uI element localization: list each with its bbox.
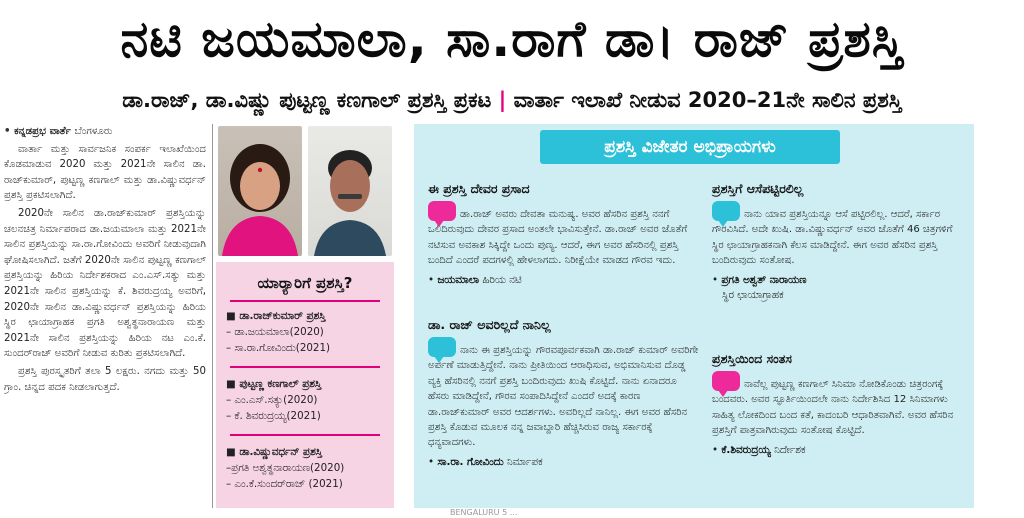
award-name: ■ ಪುಟ್ಟಣ್ಣ ಕಣಗಾಲ್ ಪ್ರಶಸ್ತಿ: [226, 378, 322, 390]
divider: [230, 300, 380, 302]
photo-jayamala: [218, 126, 302, 256]
opinion-signature: • ಜಯಮಾಲಾ ಹಿರಿಯ ನಟಿ: [428, 273, 522, 286]
column-divider: [212, 124, 213, 508]
opinion-jayamala: [428, 180, 700, 288]
opinions-header: ಪ್ರಶಸ್ತಿ ವಿಜೇತರ ಅಭಿಪ್ರಾಯಗಳು: [540, 130, 840, 164]
award-winner: – ಕೆ. ಶಿವರುದ್ರಯ್ಯ(2021): [226, 410, 321, 422]
opinion-text: ನಾವೆಲ್ಲ ಪುಟ್ಟಣ್ಣ ಕಣಗಾಲ್ ಸಿನಿಮಾ ನೋಡಿಕೊಂಡು ಚಿತ್ರರಂಗಕ್ಕೆ ಬಂದವರು. ಅವರ ಸ್ಫೂರ್ತಿಯಿಂದಲೇ ನಾನು ನಿರ್ದೇಶಿಸಿದ 12 ಸಿನಿಮಾಗಳು ಸಾಹಿತ್ಯ ಲೋಕದಿಂದ ಬಂದ ಕತೆ, ಕಾದಂಬರಿ ಆಧಾರಿತವಾಗಿವೆ. ಅವರ ಹೆಸರಿನ ಪ್ರಶಸ್ತಿಗೆ ಪಾತ್ರವಾಗಿರುವುದು ಸಂತೋಷ ಕೊಟ್ಟಿದೆ.: [712, 379, 954, 437]
award-group: [226, 444, 390, 492]
speech-bubble-icon: [428, 337, 456, 357]
opinion-title: ಈ ಪ್ರಶಸ್ತಿ ದೇವರ ಪ್ರಸಾದ: [428, 181, 530, 196]
signature-name: ಕೆ.ಶಿವರುದ್ರಯ್ಯ: [721, 443, 771, 456]
signature-role: ನಿರ್ದೇಶಕ: [774, 443, 806, 456]
opinion-text: ನಾನು ಈ ಪ್ರಶಸ್ತಿಯನ್ನು ಗೌರವಪೂರ್ವಕವಾಗಿ ಡಾ.ರಾಜ್ ಕುಮಾರ್ ಅವರಿಗೇ ಅರ್ಪಣೆ ಮಾಡುತ್ತಿದ್ದೇನೆ. ನಾನು ಪ್ರೀತಿಯಿಂದ ಆರಾಧಿಸುವ, ಅಭಿಮಾನಿಸುವ ದೊಡ್ಡ ವ್ಯಕ್ತಿ ಹೆಸರಿನಲ್ಲಿ ನನಗೆ ಪ್ರಶಸ್ತಿ ಬಂದಿರುವುದು ಖುಷಿ ಕೊಟ್ಟಿದೆ. ನಾನು ಏನಾದರೂ ಹೆಸರು ಮಾಡಿದ್ದೇನೆ, ಗೌರವ ಸಂಪಾದಿಸಿದ್ದೇನೆ ಎಂದರೆ ಅದಕ್ಕೆ ಕಾರಣ ಡಾ.ರಾಜ್‌ಕುಮಾರ್ ಅವರ ಆದರ್ಶಗಳು. ಅವರಿಲ್ಲದೆ ನಾನಿಲ್ಲ. ಈಗ ಅವರ ಹೆಸರಿನ ಪ್ರಶಸ್ತಿ ಕೊಡುವ ಮೂಲಕ ನನ್ನ ಜವಾಬ್ದಾರಿ ಹೆಚ್ಚಿಸಿರುವ ರಾಜ್ಯ ಸರ್ಕಾರಕ್ಕೆ ಧನ್ಯವಾದಗಳು.: [428, 345, 699, 449]
article-paragraph: ವಾರ್ತಾ ಮತ್ತು ಸಾರ್ವಜನಿಕ ಸಂಪರ್ಕ ಇಲಾಖೆಯಿಂದ ಕೊಡಮಾಡುವ 2020 ಮತ್ತು 2021ನೇ ಸಾಲಿನ ಡಾ. ರಾಜ್‌ಕುಮಾರ್, ಪುಟ್ಟಣ್ಣ ಕಣಗಾಲ್ ಮತ್ತು ಡಾ.ವಿಷ್ಣುವರ್ಧನ್ ಪ್ರಶಸ್ತಿ ಪ್ರಕಟಿಸಲಾಗಿದೆ.: [4, 143, 206, 202]
opinion-shivarudraiah: [712, 350, 966, 458]
opinion-title: ಪ್ರಶಸ್ತಿಯಿಂದ ಸಂತಸ: [712, 351, 792, 366]
signature-name: ಜಯಮಾಲಾ: [437, 273, 480, 286]
byline-place: ಬೆಂಗಳೂರು: [74, 126, 113, 137]
award-name: ■ ಡಾ.ವಿಷ್ಣುವರ್ಧನ್ ಪ್ರಶಸ್ತಿ: [226, 446, 323, 458]
award-group: [226, 308, 390, 356]
speech-bubble-icon: [712, 371, 740, 391]
speech-bubble-icon: [428, 201, 456, 221]
who-gets-award-box: [216, 262, 394, 508]
opinion-text: ನಾನು ಯಾವ ಪ್ರಶಸ್ತಿಯನ್ನೂ ಆಸೆ ಪಟ್ಟಿರಲಿಲ್ಲ. ಆದರೆ, ಸರ್ಕಾರ ಗೌರವಿಸಿದೆ. ಅದೇ ಖುಷಿ. ಡಾ.ವಿಷ್ಣುವರ್ಧನ್ ಅವರ ಜೊತೆಗೆ 46 ಚಿತ್ರಗಳಿಗೆ ಸ್ಥಿರ ಛಾಯಾಗ್ರಾಹಕನಾಗಿ ಕೆಲಸ ಮಾಡಿದ್ದೇನೆ. ಈಗ ಅವರ ಹೆಸರಿನ ಪ್ರಶಸ್ತಿ ಬಂದಿರುವುದು ಸಂತೋಷ.: [712, 209, 953, 267]
subheadline-right: ವಾರ್ತಾ ಇಲಾಖೆ ನೀಡುವ 2020–21ನೇ ಸಾಲಿನ ಪ್ರಶಸ್ತಿ: [513, 88, 902, 112]
opinion-title: ಪ್ರಶಸ್ತಿಗೆ ಆಸೆಪಟ್ಟಿರಲಿಲ್ಲ: [712, 181, 804, 196]
signature-role: ಸ್ಥಿರ ಛಾಯಾಗ್ರಾಹಕ: [722, 289, 784, 302]
page-footer: BENGALURU 5 ...: [450, 508, 518, 517]
opinion-signature: • ಕೆ.ಶಿವರುದ್ರಯ್ಯ ನಿರ್ದೇಶಕ: [712, 443, 806, 456]
who-gets-title: ಯಾರ್‍ಯಾರಿಗೆ ಪ್ರಶಸ್ತಿ?: [257, 274, 353, 292]
signature-name: ಪ್ರಗತಿ ಅಶ್ವತ್ ನಾರಾಯಣ: [721, 273, 807, 286]
signature-name: ಸಾ.ರಾ. ಗೋವಿಂದು: [437, 455, 504, 468]
subheadline: [0, 80, 1024, 120]
byline: [4, 124, 206, 140]
award-winner: – ಎಂ.ಕೆ.ಸುಂದರ್‌ರಾಜ್ (2021): [226, 478, 343, 490]
subheadline-separator: |: [498, 88, 507, 112]
opinion-signature: • ಸಾ.ರಾ. ಗೋವಿಂದು ನಿರ್ಮಾಪಕ: [428, 455, 543, 468]
award-winner: – ಎಂ.ಎಸ್.ಸತ್ಯು(2020): [226, 394, 318, 406]
award-winner: – ಡಾ.ಜಯಮಾಲಾ(2020): [226, 326, 324, 338]
photo-sa-ra-govindu: [308, 126, 392, 256]
award-winner: – ಸಾ.ರಾ.ಗೋವಿಂದು(2021): [226, 342, 331, 354]
speech-bubble-icon: [712, 201, 740, 221]
signature-role: ನಿರ್ಮಾಪಕ: [506, 455, 543, 468]
subheadline-left: ಡಾ.ರಾಜ್, ಡಾ.ವಿಷ್ಣು ಪುಟ್ಟಣ್ಣ ಕಣಗಾಲ್ ಪ್ರಶಸ್ತಿ ಪ್ರಕಟ: [122, 88, 492, 112]
article-paragraph: 2020ನೇ ಸಾಲಿನ ಡಾ.ರಾಜ್‌ಕುಮಾರ್ ಪ್ರಶಸ್ತಿಯನ್ನು ಚಲನಚಿತ್ರ ನಿರ್ಮಾಪರಾದ ಡಾ.ಜಯಮಾಲಾ ಮತ್ತು 2021ನೇ ಸಾಲಿನ ಪ್ರಶಸ್ತಿಯನ್ನು ಸಾ.ರಾ.ಗೋವಿಂದು ಅವರಿಗೆ ನೀಡುವುದಾಗಿ ಘೋಷಿಸಲಾಗಿದೆ. ಜತೆಗೆ 2020ನೇ ಸಾಲಿನ ಪುಟ್ಟಣ್ಣ ಕಣಗಾಲ್ ಪ್ರಶಸ್ತಿಯನ್ನು ಹಿರಿಯ ನಿರ್ದೇಶಕರಾದ ಎಂ.ಎಸ್.ಸತ್ಯು ಮತ್ತು 2021ನೇ ಸಾಲಿನ ಪ್ರಶಸ್ತಿಯನ್ನು ಕೆ. ಶಿವರುದ್ರಯ್ಯ ಅವರಿಗೆ, 2020ನೇ ಸಾಲಿನ ಡಾ.ವಿಷ್ಣುವರ್ಧನ್ ಪ್ರಶಸ್ತಿಯನ್ನು ಹಿರಿಯ ಸ್ಥಿರ ಛಾಯಾಗ್ರಾಹಕ ಪ್ರಗತಿ ಅಶ್ವತ್ಥನಾರಾಯಣ ಮತ್ತು 2021ನೇ ಸಾಲಿನ ಪ್ರಶಸ್ತಿಯನ್ನು ಹಿರಿಯ ನಟ ಎಂ.ಕೆ. ಸುಂದರ್‌ರಾಜ್ ಅವರಿಗೆ ನೀಡುವ ಕುರಿತು ಪ್ರಕಟಿಸಲಾಗಿದೆ.: [4, 207, 206, 360]
award-winner: –ಪ್ರಗತಿ ಅಶ್ವತ್ಥನಾರಾಯಣ(2020): [226, 462, 345, 474]
byline-source: ಕನ್ನಡಪ್ರಭ ವಾರ್ತೆ: [14, 126, 71, 137]
opinion-govindu: [428, 316, 700, 470]
byline-bullet: •: [4, 126, 11, 137]
signature-role: ಹಿರಿಯ ನಟಿ: [482, 273, 522, 286]
headline: ನಟಿ ಜಯಮಾಲಾ, ಸಾ.ರಾಗೆ ಡಾ। ರಾಜ್ ಪ್ರಶಸ್ತಿ: [120, 10, 904, 68]
award-group: [226, 376, 390, 424]
article-paragraph: ಪ್ರಶಸ್ತಿ ಪುರಸ್ಕೃತರಿಗೆ ತಲಾ 5 ಲಕ್ಷರು. ನಗದು ಮತ್ತು 50 ಗ್ರಾಂ. ಚಿನ್ನದ ಪದಕ ನೀಡಲಾಗುತ್ತದೆ.: [4, 365, 206, 393]
article-body: [4, 124, 206, 514]
opinion-pragathi: [712, 180, 966, 303]
award-name: ■ ಡಾ.ರಾಜ್‌ಕುಮಾರ್ ಪ್ರಶಸ್ತಿ: [226, 310, 326, 322]
divider: [230, 366, 380, 368]
opinion-signature: • ಪ್ರಗತಿ ಅಶ್ವತ್ ನಾರಾಯಣ ಸ್ಥಿರ ಛಾಯಾಗ್ರಾಹಕ: [712, 273, 807, 302]
divider: [230, 434, 380, 436]
opinion-title: ಡಾ. ರಾಜ್ ಅವರಿಲ್ಲದೆ ನಾನಿಲ್ಲ: [428, 317, 551, 332]
opinion-text: ಡಾ.ರಾಜ್ ಅವರು ದೇವತಾ ಮನುಷ್ಯ. ಅವರ ಹೆಸರಿನ ಪ್ರಶಸ್ತಿ ನನಗೆ ಒಲಿದಿರುವುದು ದೇವರ ಪ್ರಸಾದ ಅಂತಲೇ ಭಾವಿಸುತ್ತೇನೆ. ಡಾ.ರಾಜ್ ಅವರ ಜೊತೆಗೆ ನಟಿಸುವ ಅವಕಾಶ ಸಿಕ್ಕಿದ್ದೇ ಒಂದು ಪುಣ್ಯ. ಆದರೆ, ಈಗ ಅವರ ಹೆಸರಿನಲ್ಲಿ ಪ್ರಶಸ್ತಿ ಬಂದಿದೆ ಎಂದರೆ ಪದಗಳಲ್ಲಿ ಹೇಳಲಾಗದು. ನಿರೀಕ್ಷೆಯೇ ಮಾಡದ ಗೌರವ ಇದು.: [428, 209, 688, 267]
